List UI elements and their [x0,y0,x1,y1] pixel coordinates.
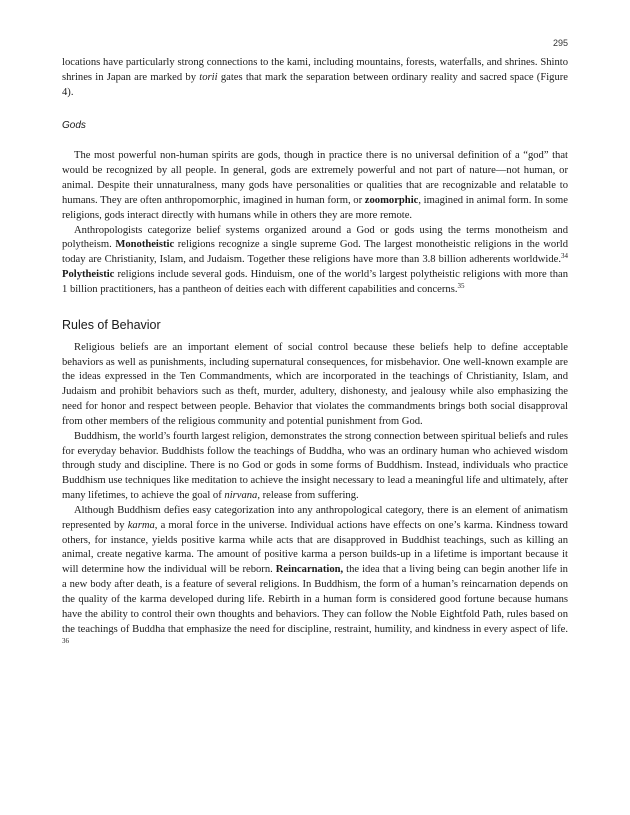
term-zoomorphic: zoomorphic [364,194,419,206]
text: The most powerful non-human spirits are gods, though in practice there is no universal definition of a “god” that would be recognized by all people. In general, gods are extremely powerful and not part of nature—not human, or animal. Despite their unnaturalness, many gods have personalities or qualities that are recognizable and relatable to humans. They are often anthropomorphic, imagined in human form, or [62,150,568,206]
paragraph-gods-definition [62,149,568,223]
text: the idea that a living being can begin another life in a new body after death, is a feature of several religions. In Buddhism, the form of a human’s reincarnation depends on the quality of the karma developed during life. Rebirth in a human form is considered good fortune because humans have the ability to control their own thoughts and behaviors. They can follow the Noble Eightfold Path, rules based on the teachings of Buddha that emphasize the need for discipline, restraint, humility, and kindness in every aspect of life. [62,564,568,635]
footnote-ref: 34 [561,252,568,261]
text: locations have particularly strong connections to the kami, including mountains, forests, waterfalls, and shrines. Shinto shrines in Japan are marked by [62,57,568,83]
document-page [62,36,568,652]
text: religions include several gods. Hinduism, one of the world’s largest polytheistic religions with more than 1 billion practitioners, has a pantheon of deities each with different capabilities and concerns. [62,269,568,295]
text: Anthropologists categorize belief systems organized around a God or gods using the terms monotheism and polytheism. [62,224,568,251]
text: , a moral force in the universe. Individual actions have effects on one’s karma. Kindness toward others, for instance, yields positive karma while acts that are disapproved in Buddhist teachings, such as killing an animal, create negative karma. The amount of positive karma a person builds-up in a lifetime is important because it will determine how the individual will be reborn. [62,519,568,576]
paragraph-monotheism-polytheism [62,224,568,298]
term-reincarnation: Reincarnation, [275,564,344,576]
term-torii: torii [199,71,218,83]
footnote-ref: 36 [62,636,69,645]
paragraph-buddhism [62,430,568,504]
text: , imagined in animal form. In some religions, gods interact directly with humans while in others they are more remote. [62,194,568,221]
paragraph-karma-reincarnation [62,504,568,652]
page-number: 295 [552,38,568,48]
paragraph-social-control: Religious beliefs are an important element of social control because these beliefs help to define acceptable behaviors as well as punishments, including supernatural consequences, for misbehavior. One well-known example are the ideas expressed in the Ten Commandments, which are incorporated in the teachings of Christianity, Islam, and Judaism and prohibit behaviors such as theft, murder, adultery, dishonesty, and jealousy while also emphasizing the need for honor and respect between people. Behavior that violates the commandments brings both social disapproval from other members of the religious community and potential punishment from God. [62,341,568,427]
footnote-ref: 35 [457,281,465,290]
section-heading-gods: Gods [62,119,86,131]
term-nirvana: nirvana [224,490,258,502]
paragraph-shinto-shrines [62,56,568,101]
text: gates that mark the separation between ordinary reality and sacred space (Figure 4). [62,71,568,98]
text: religions recognize a single supreme God. The largest monotheistic religions in the world today are Christianity, Islam, and Judaism. Together these religions have more than 3.8 billion adherents worldwide. [62,239,568,266]
term-monotheistic: Monotheistic [115,239,175,251]
section-heading-rules-of-behavior: Rules of Behavior [62,317,161,332]
text: Buddhism, the world’s fourth largest religion, demonstrates the strong connection between spiritual beliefs and rules for everyday behavior. Buddhists follow the teachings of Buddha, who was an ordinary human who achieved wisdom through study and discipline. There is no God or gods in some forms of Buddhism. Instead, individuals who practice Buddhism use techniques like meditation to achieve the insight necessary to lead a meaningful life and ultimately, after many lifetimes, to achieve the goal of [62,430,568,502]
term-karma: karma [127,519,155,531]
term-polytheistic: Polytheistic [62,269,115,281]
text: , release from suffering. [257,490,359,502]
text: Although Buddhism defies easy categorization into any anthropological category, there is an element of animatism represented by [62,504,568,531]
